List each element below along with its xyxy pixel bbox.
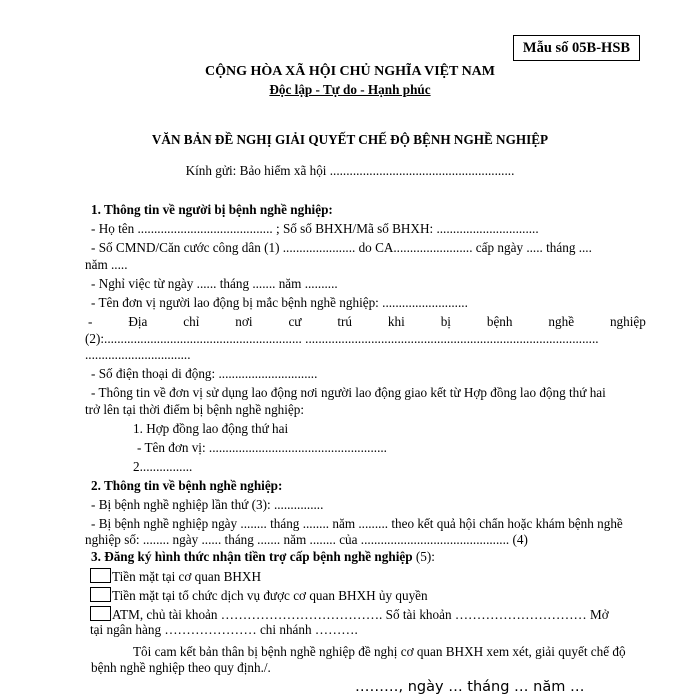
option-agent-label: Tiền mặt tại tổ chức dịch vụ được cơ quan BHXH ủy quyền [112,588,428,603]
residence-word: khi [387,314,405,329]
employer-line: - Tên đơn vị người lao động bị mắc bệnh nghề nghiệp: .......................... [91,295,468,310]
id-line: - Số CMND/Căn cước công dân (1) ...................... do CA........................ cấp ngày ..... tháng .... [91,240,592,255]
residence-line-3: ................................ [85,347,191,362]
addressee: Kính gửi: Bảo hiểm xã hội ........................................................ [185,163,515,178]
option-cash[interactable] [90,568,261,585]
date-place-line: ………, ngày … tháng … năm … [355,679,585,695]
residence-line-2: (2):............................................................ ......................................................................................... [85,331,599,346]
residence-word: cư [288,314,302,329]
employer-info-line: - Thông tin về đơn vị sử dụng lao động nơi người lao động giao kết từ Hợp đồng lao động thứ hai [91,385,606,400]
document-title: VĂN BẢN ĐỀ NGHỊ GIẢI QUYẾT CHẾ ĐỘ BỆNH NGHỀ NGHIỆP [151,132,549,147]
phone-line: - Số điện thoại di động: .............................. [91,366,318,381]
section3-heading-note: (5): [412,549,435,564]
residence-line [88,314,646,330]
residence-word: chỉ [183,314,200,329]
residence-word: - [88,314,93,329]
disease-date-line-cont: nghiệp số: ........ ngày ...... tháng ....... năm ........ của ............................................. (4) [85,532,528,547]
option-agent[interactable] [90,587,428,604]
second-contract-label: 1. Hợp đồng lao động thứ hai [133,421,289,436]
option-atm[interactable] [90,606,609,623]
country-name: CỘNG HÒA XÃ HỘI CHỦ NGHĨA VIỆT NAM [204,64,495,79]
residence-word: nơi [235,314,253,329]
motto-wrapper [0,82,700,98]
residence-word: bệnh [486,314,513,329]
residence-word: nghề [548,314,575,329]
residence-word: Địa [128,314,148,329]
residence-word: nghiệp [609,314,646,329]
section1-heading: 1. Thông tin về người bị bệnh nghề nghiệp: [91,202,333,217]
residence-word: bị [440,314,451,329]
option-cash-label: Tiền mặt tại cơ quan BHXH [112,569,261,584]
leave-line: - Nghỉ việc từ ngày ...... tháng ....... năm .......... [91,276,338,291]
third-contract-label: 2................ [133,459,193,474]
section3-heading: 3. Đăng ký hình thức nhận tiền trợ cấp bệnh nghề nghiệp [91,549,413,564]
commitment-line-cont: bệnh nghề nghiệp theo quy định./. [91,660,271,675]
unit-name-line: - Tên đơn vị: ...................................................... [137,440,387,455]
cash-checkbox[interactable] [90,568,111,583]
option-atm-label: ATM, chủ tài khoản ………………………………. Số tài khoản ………………………… Mở [112,607,609,622]
disease-times-line: - Bị bệnh nghề nghiệp lần thứ (3): ............... [91,497,324,512]
name-line: - Họ tên ......................................... ; Số số BHXH/Mã số BHXH: ............................... [91,221,539,236]
motto: Độc lập - Tự do - Hạnh phúc [269,82,431,97]
bank-line: tại ngân hàng ………………… chi nhánh ………. [90,622,358,637]
section2-heading: 2. Thông tin về bệnh nghề nghiệp: [91,478,283,493]
form-code-box: Mẫu số 05B-HSB [513,35,640,61]
disease-date-line: - Bị bệnh nghề nghiệp ngày ........ tháng ........ năm ......... theo kết quả hội chẩn hoặc khám bệnh nghề [91,516,623,531]
id-line-cont: năm ..... [85,257,128,272]
atm-checkbox[interactable] [90,606,111,621]
agent-checkbox[interactable] [90,587,111,602]
section3-heading-row [91,549,435,565]
residence-word: trú [337,314,353,329]
employer-info-line-cont: trở lên tại thời điểm bị bệnh nghề nghiệp: [85,402,305,417]
commitment-line: Tôi cam kết bản thân bị bệnh nghề nghiệp đề nghị cơ quan BHXH xem xét, giải quyết chế độ [133,644,626,659]
